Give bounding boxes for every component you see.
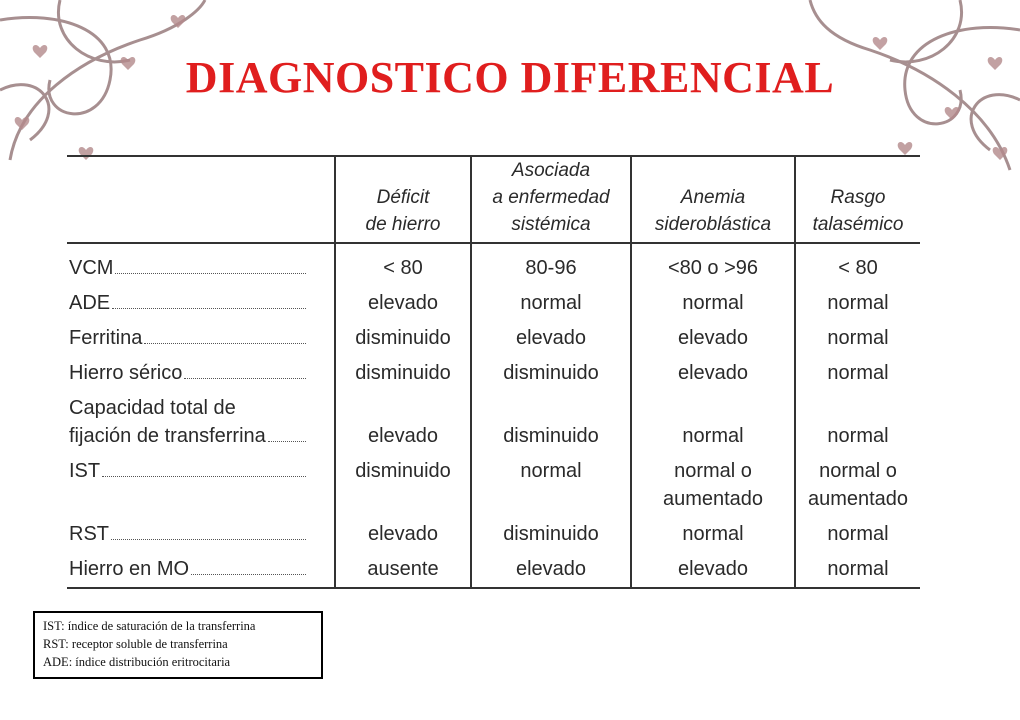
table-row [67,356,920,391]
table-cell: normal [631,517,795,552]
column-header-rasgo-talasemico: Rasgo talasémico [795,156,920,243]
row-label: Ferritina [67,321,335,356]
heart-icon [945,107,960,120]
table-cell: elevado [631,321,795,356]
table-cell: normal [795,391,920,454]
row-label: VCM [67,243,335,286]
table-cell: elevado [335,517,471,552]
table-cell: disminuido [335,321,471,356]
table-header-row [67,156,920,243]
table-cell: disminuido [471,356,631,391]
table-row [67,321,920,356]
table-cell: elevado [471,321,631,356]
note-line: RST: receptor soluble de transferrina [43,637,228,651]
table-cell: normal [471,286,631,321]
table-row [67,552,920,588]
table-row [67,286,920,321]
column-header-deficit-hierro: Déficit de hierro [335,156,471,243]
row-label: IST [67,454,335,517]
table-cell: elevado [335,286,471,321]
table-cell: elevado [471,552,631,588]
row-label: ADE [67,286,335,321]
table-cell: disminuido [335,356,471,391]
column-header-enfermedad-sistemica: Asociada a enfermedad sistémica [471,156,631,243]
table-row [67,517,920,552]
table-cell: normal [795,517,920,552]
row-label: Hierro en MO [67,552,335,588]
page-title: DIAGNOSTICO DIFERENCIAL [185,53,835,102]
row-label: Hierro sérico [67,356,335,391]
heart-icon [873,37,888,50]
table-cell: elevado [335,391,471,454]
table-cell: normal [795,356,920,391]
table-cell: < 80 [335,243,471,286]
table-cell: normal [631,286,795,321]
column-header [67,156,335,243]
heart-icon [15,117,30,130]
table-cell: disminuido [471,391,631,454]
row-label: Capacidad total de fijación de transferrina [67,391,335,454]
heart-icon [898,142,913,155]
table-cell: ausente [335,552,471,588]
row-label: RST [67,517,335,552]
table-cell: elevado [631,552,795,588]
table-cell: normal [631,391,795,454]
note-line: ADE: índice distribución eritrocitaria [43,655,231,669]
table-cell: elevado [631,356,795,391]
differential-diagnosis-table [67,155,920,589]
table-cell: normal [795,321,920,356]
table-cell: normal [795,552,920,588]
table-cell: normal o aumentado [631,454,795,517]
note-line: IST: índice de saturación de la transferrina [43,619,256,633]
table-cell: normal [471,454,631,517]
abbreviations-note-box [33,611,323,679]
table-row [67,454,920,517]
table-cell: disminuido [335,454,471,517]
table-cell: < 80 [795,243,920,286]
table-cell: disminuido [471,517,631,552]
table-row [67,391,920,454]
table-row [67,243,920,286]
table-cell: 80-96 [471,243,631,286]
table-cell: normal o aumentado [795,454,920,517]
table-cell: <80 o >96 [631,243,795,286]
column-header-anemia-sideroblastica: Anemia sideroblástica [631,156,795,243]
table-cell: normal [795,286,920,321]
